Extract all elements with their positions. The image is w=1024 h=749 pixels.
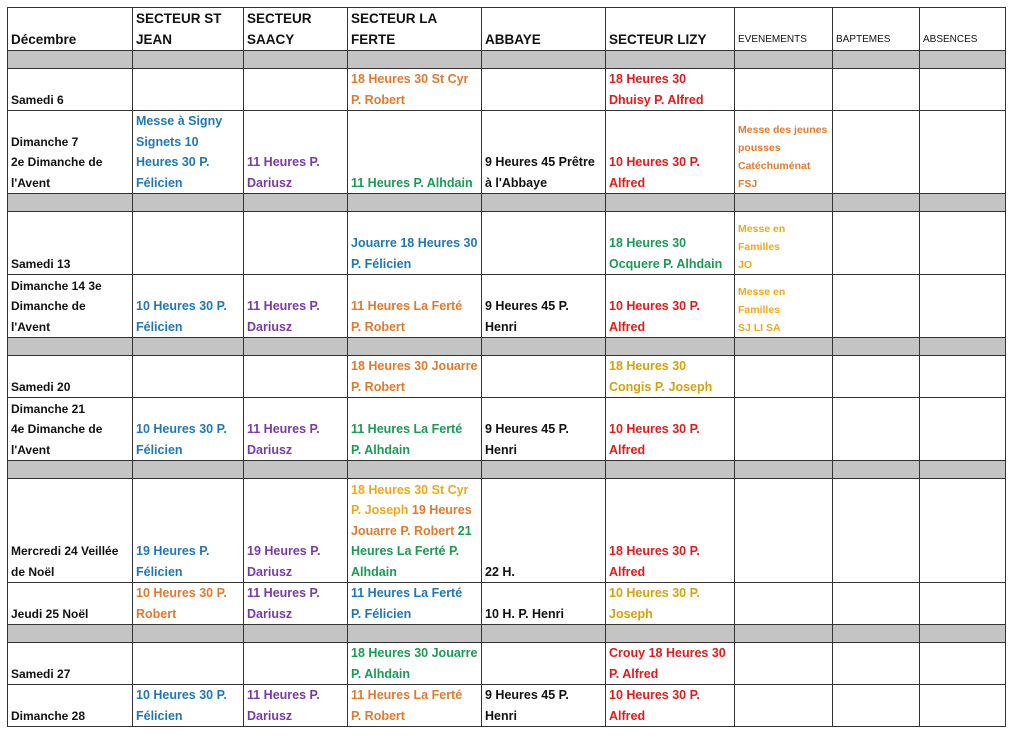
cell-abbaye bbox=[482, 643, 606, 685]
separator-cell bbox=[735, 625, 833, 643]
column-header: EVENEMENTS bbox=[735, 8, 833, 51]
cell-lizy: 10 Heures 30 P. Alfred bbox=[606, 111, 735, 194]
cell-saacy bbox=[244, 643, 348, 685]
separator-cell bbox=[244, 461, 348, 479]
day-cell: Dimanche 21 4e Dimanche de l'Avent bbox=[8, 398, 133, 461]
day-cell: Dimanche 7 2e Dimanche de l'Avent bbox=[8, 111, 133, 194]
cell-evenements: Messe en Familles SJ LI SA bbox=[735, 275, 833, 338]
cell-la-ferte: 18 Heures 30 Jouarre P. Alhdain bbox=[348, 643, 482, 685]
cell-abbaye: 9 Heures 45 P. Henri bbox=[482, 398, 606, 461]
cell-abbaye: 10 H. P. Henri bbox=[482, 583, 606, 625]
separator-cell bbox=[8, 338, 133, 356]
mass-schedule-table bbox=[7, 7, 1006, 727]
cell-absences bbox=[920, 398, 1006, 461]
separator-cell bbox=[133, 51, 244, 69]
cell-st-jean: 10 Heures 30 P. Félicien bbox=[133, 685, 244, 727]
cell-absences bbox=[920, 212, 1006, 275]
cell-absences bbox=[920, 275, 1006, 338]
cell-baptemes bbox=[833, 356, 920, 398]
separator-cell bbox=[244, 338, 348, 356]
separator-cell bbox=[348, 51, 482, 69]
separator-cell bbox=[735, 194, 833, 212]
cell-abbaye: 22 H. bbox=[482, 479, 606, 583]
cell-baptemes bbox=[833, 643, 920, 685]
cell-absences bbox=[920, 479, 1006, 583]
cell-baptemes bbox=[833, 212, 920, 275]
separator-cell bbox=[133, 194, 244, 212]
cell-st-jean bbox=[133, 69, 244, 111]
table-row bbox=[8, 583, 1006, 625]
separator-cell bbox=[8, 194, 133, 212]
cell-baptemes bbox=[833, 479, 920, 583]
separator-cell bbox=[920, 625, 1006, 643]
header-row bbox=[8, 8, 1006, 51]
day-cell: Samedi 6 bbox=[8, 69, 133, 111]
cell-evenements bbox=[735, 685, 833, 727]
table-row bbox=[8, 356, 1006, 398]
cell-st-jean bbox=[133, 356, 244, 398]
separator-cell bbox=[735, 461, 833, 479]
separator-cell bbox=[133, 461, 244, 479]
cell-absences bbox=[920, 111, 1006, 194]
separator-row bbox=[8, 625, 1006, 643]
column-header: SECTEUR LIZY bbox=[606, 8, 735, 51]
separator-cell bbox=[482, 194, 606, 212]
cell-baptemes bbox=[833, 398, 920, 461]
table-row bbox=[8, 398, 1006, 461]
day-cell: Dimanche 28 bbox=[8, 685, 133, 727]
cell-st-jean: 10 Heures 30 P. Robert bbox=[133, 583, 244, 625]
separator-cell bbox=[833, 338, 920, 356]
cell-lizy: 10 Heures 30 P. Joseph bbox=[606, 583, 735, 625]
separator-cell bbox=[482, 51, 606, 69]
cell-evenements bbox=[735, 643, 833, 685]
cell-evenements bbox=[735, 479, 833, 583]
day-cell: Samedi 20 bbox=[8, 356, 133, 398]
cell-baptemes bbox=[833, 685, 920, 727]
column-header: Décembre bbox=[8, 8, 133, 51]
cell-evenements bbox=[735, 583, 833, 625]
separator-cell bbox=[606, 625, 735, 643]
table-row bbox=[8, 69, 1006, 111]
column-header: BAPTEMES bbox=[833, 8, 920, 51]
cell-saacy: 11 Heures P. Dariusz bbox=[244, 275, 348, 338]
cell-st-jean: 10 Heures 30 P. Félicien bbox=[133, 275, 244, 338]
separator-cell bbox=[244, 194, 348, 212]
separator-cell bbox=[482, 461, 606, 479]
cell-saacy bbox=[244, 69, 348, 111]
separator-cell bbox=[606, 338, 735, 356]
column-header: SECTEUR ST JEAN bbox=[133, 8, 244, 51]
cell-la-ferte: 11 Heures La Ferté P. Félicien bbox=[348, 583, 482, 625]
cell-evenements bbox=[735, 356, 833, 398]
cell-abbaye: 9 Heures 45 P. Henri bbox=[482, 685, 606, 727]
cell-abbaye bbox=[482, 69, 606, 111]
table-row bbox=[8, 275, 1006, 338]
separator-cell bbox=[920, 338, 1006, 356]
cell-st-jean bbox=[133, 643, 244, 685]
cell-lizy: 18 Heures 30 P. Alfred bbox=[606, 479, 735, 583]
separator-row bbox=[8, 194, 1006, 212]
separator-cell bbox=[606, 51, 735, 69]
cell-evenements bbox=[735, 69, 833, 111]
day-cell: Samedi 13 bbox=[8, 212, 133, 275]
separator-cell bbox=[482, 625, 606, 643]
table-row bbox=[8, 479, 1006, 583]
cell-la-ferte: 11 Heures La Ferté P. Robert bbox=[348, 685, 482, 727]
separator-cell bbox=[920, 461, 1006, 479]
separator-cell bbox=[833, 625, 920, 643]
day-cell: Samedi 27 bbox=[8, 643, 133, 685]
cell-absences bbox=[920, 583, 1006, 625]
cell-lizy: Crouy 18 Heures 30 P. Alfred bbox=[606, 643, 735, 685]
separator-cell bbox=[606, 194, 735, 212]
cell-lizy: 18 Heures 30 Congis P. Joseph bbox=[606, 356, 735, 398]
cell-st-jean: 19 Heures P. Félicien bbox=[133, 479, 244, 583]
separator-cell bbox=[735, 338, 833, 356]
cell-lizy: 18 Heures 30 Ocquere P. Alhdain bbox=[606, 212, 735, 275]
schedule-entry: 19 Heures Jouarre P. Robert bbox=[351, 503, 472, 538]
cell-la-ferte: Jouarre 18 Heures 30 P. Félicien bbox=[348, 212, 482, 275]
cell-la-ferte: 18 Heures 30 St Cyr P. Robert bbox=[348, 69, 482, 111]
cell-baptemes bbox=[833, 583, 920, 625]
separator-cell bbox=[133, 338, 244, 356]
column-header: SECTEUR LA FERTE bbox=[348, 8, 482, 51]
day-cell: Jeudi 25 Noël bbox=[8, 583, 133, 625]
cell-absences bbox=[920, 685, 1006, 727]
cell-lizy: 10 Heures 30 P. Alfred bbox=[606, 685, 735, 727]
column-header: ABSENCES bbox=[920, 8, 1006, 51]
cell-abbaye bbox=[482, 212, 606, 275]
cell-abbaye: 9 Heures 45 P. Henri bbox=[482, 275, 606, 338]
cell-evenements: Messe en Familles JO bbox=[735, 212, 833, 275]
cell-la-ferte: 11 Heures P. Alhdain bbox=[348, 111, 482, 194]
cell-evenements: Messe des jeunes pousses Catéchuménat FSJ bbox=[735, 111, 833, 194]
separator-cell bbox=[8, 51, 133, 69]
day-cell: Dimanche 14 3e Dimanche de l'Avent bbox=[8, 275, 133, 338]
cell-la-ferte: 18 Heures 30 Jouarre P. Robert bbox=[348, 356, 482, 398]
separator-cell bbox=[244, 625, 348, 643]
cell-lizy: 18 Heures 30 Dhuisy P. Alfred bbox=[606, 69, 735, 111]
column-header: SECTEUR SAACY bbox=[244, 8, 348, 51]
separator-cell bbox=[133, 625, 244, 643]
cell-la-ferte: 11 Heures La Ferté P. Alhdain bbox=[348, 398, 482, 461]
table-row bbox=[8, 643, 1006, 685]
cell-absences bbox=[920, 356, 1006, 398]
cell-abbaye bbox=[482, 356, 606, 398]
separator-cell bbox=[8, 625, 133, 643]
cell-st-jean bbox=[133, 212, 244, 275]
separator-cell bbox=[348, 338, 482, 356]
cell-absences bbox=[920, 643, 1006, 685]
cell-saacy bbox=[244, 212, 348, 275]
cell-la-ferte bbox=[348, 479, 482, 583]
cell-saacy: 11 Heures P. Dariusz bbox=[244, 583, 348, 625]
separator-cell bbox=[920, 194, 1006, 212]
cell-st-jean: 10 Heures 30 P. Félicien bbox=[133, 398, 244, 461]
cell-st-jean: Messe à Signy Signets 10 Heures 30 P. Félicien bbox=[133, 111, 244, 194]
table-row bbox=[8, 111, 1006, 194]
schedule-entry: 21 Heures La Ferté P. Alhdain bbox=[351, 523, 472, 579]
separator-row bbox=[8, 338, 1006, 356]
separator-cell bbox=[348, 194, 482, 212]
cell-saacy: 11 Heures P. Dariusz bbox=[244, 685, 348, 727]
cell-baptemes bbox=[833, 111, 920, 194]
cell-abbaye: 9 Heures 45 Prêtre à l'Abbaye bbox=[482, 111, 606, 194]
cell-lizy: 10 Heures 30 P. Alfred bbox=[606, 275, 735, 338]
separator-cell bbox=[833, 194, 920, 212]
schedule-entry: 18 Heures 30 St Cyr P. Joseph bbox=[351, 482, 469, 517]
separator-row bbox=[8, 461, 1006, 479]
separator-cell bbox=[920, 51, 1006, 69]
separator-cell bbox=[833, 51, 920, 69]
separator-cell bbox=[735, 51, 833, 69]
cell-saacy: 11 Heures P. Dariusz bbox=[244, 111, 348, 194]
cell-saacy: 19 Heures P. Dariusz bbox=[244, 479, 348, 583]
separator-cell bbox=[606, 461, 735, 479]
separator-row bbox=[8, 51, 1006, 69]
cell-baptemes bbox=[833, 275, 920, 338]
table-row bbox=[8, 212, 1006, 275]
schedule-body bbox=[8, 51, 1006, 727]
column-header: ABBAYE bbox=[482, 8, 606, 51]
separator-cell bbox=[348, 461, 482, 479]
cell-absences bbox=[920, 69, 1006, 111]
cell-saacy: 11 Heures P. Dariusz bbox=[244, 398, 348, 461]
cell-baptemes bbox=[833, 69, 920, 111]
separator-cell bbox=[8, 461, 133, 479]
cell-la-ferte: 11 Heures La Ferté P. Robert bbox=[348, 275, 482, 338]
day-cell: Mercredi 24 Veillée de Noël bbox=[8, 479, 133, 583]
cell-evenements bbox=[735, 398, 833, 461]
separator-cell bbox=[244, 51, 348, 69]
separator-cell bbox=[348, 625, 482, 643]
cell-lizy: 10 Heures 30 P. Alfred bbox=[606, 398, 735, 461]
separator-cell bbox=[482, 338, 606, 356]
separator-cell bbox=[833, 461, 920, 479]
table-row bbox=[8, 685, 1006, 727]
cell-saacy bbox=[244, 356, 348, 398]
